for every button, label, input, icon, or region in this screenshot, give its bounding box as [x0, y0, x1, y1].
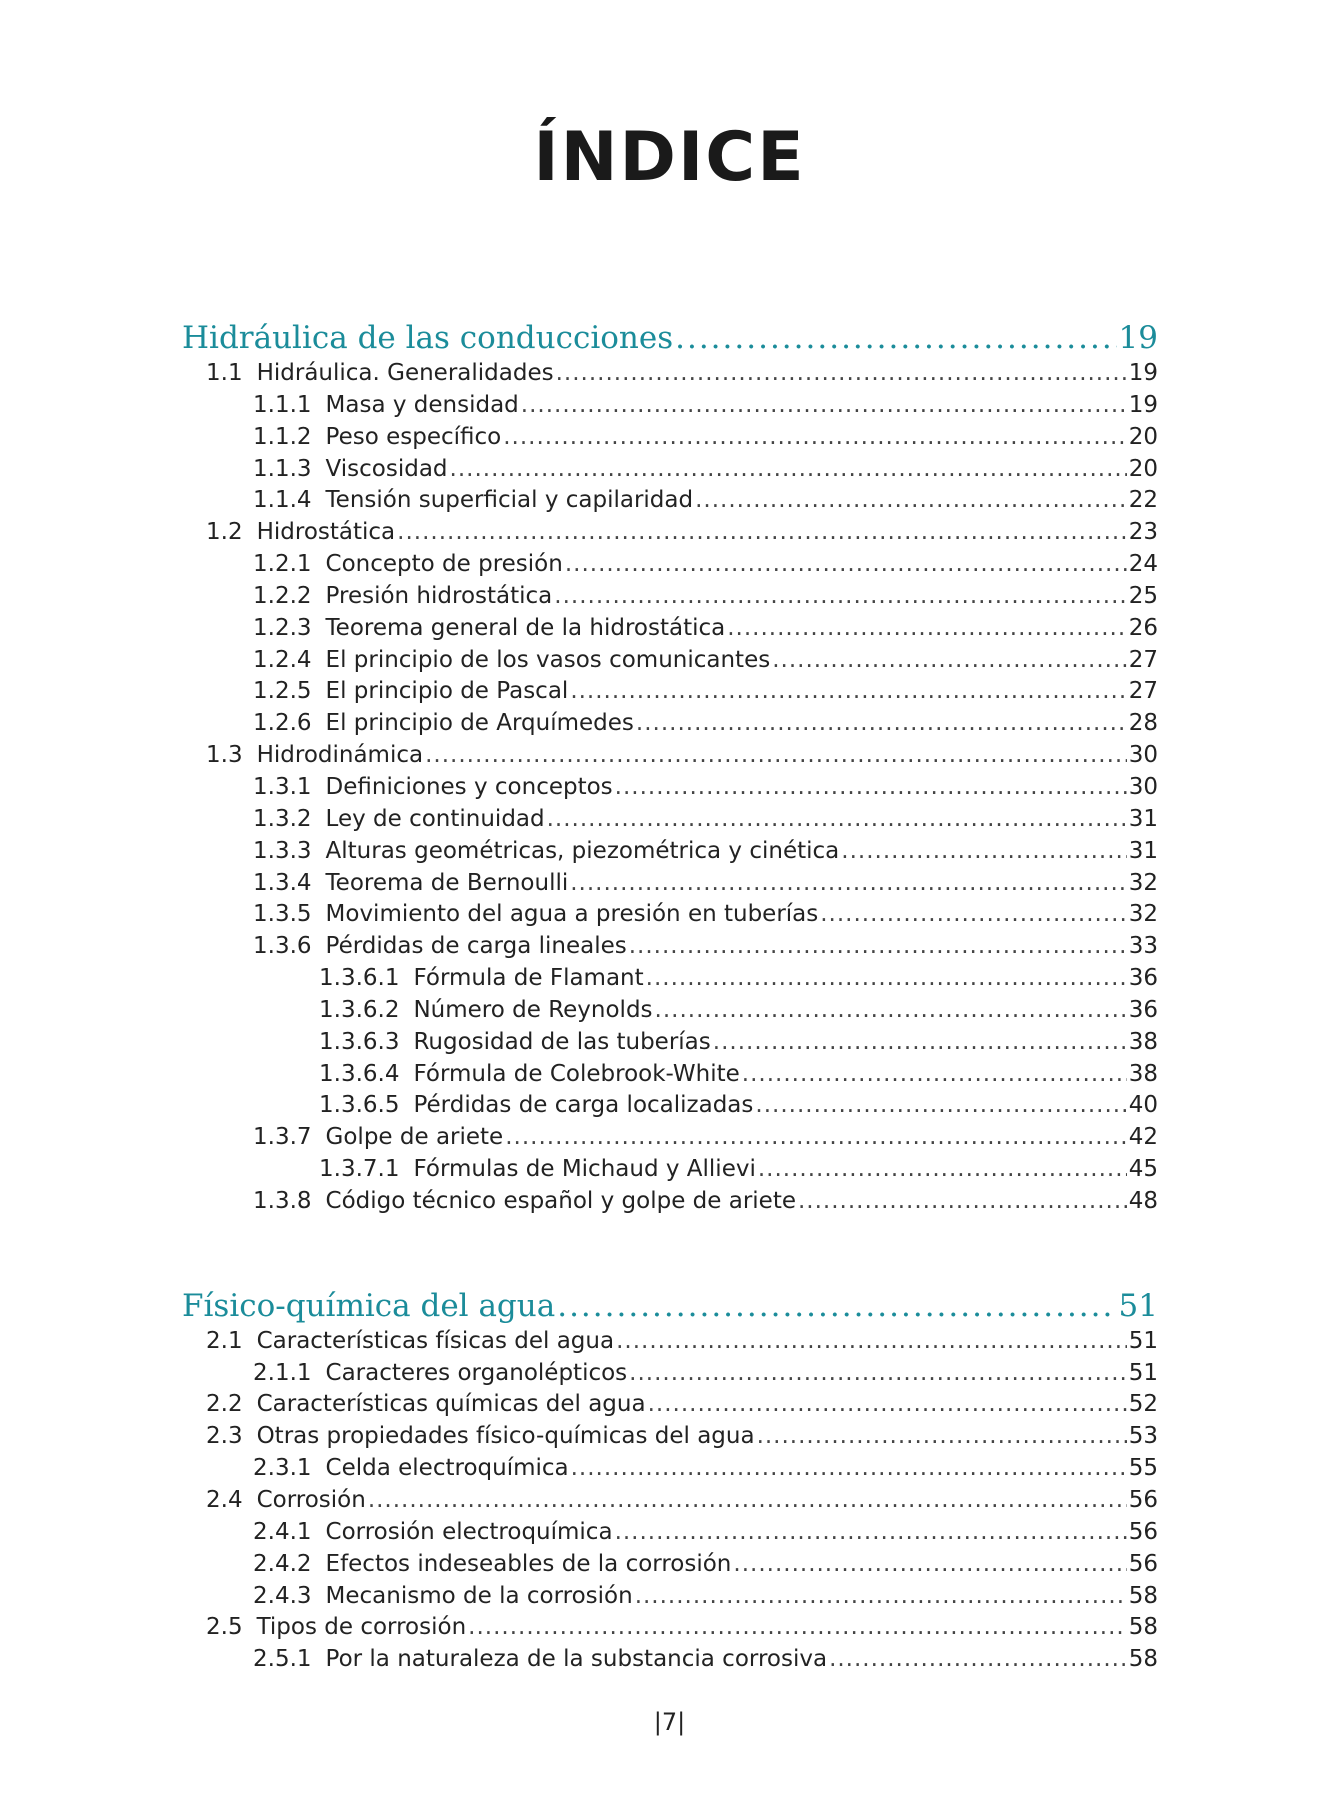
dot-leader [798, 1186, 1127, 1218]
entry-page: 58 [1128, 1646, 1158, 1673]
entry-title: Pérdidas de carga lineales [325, 933, 627, 960]
entry-number: 1.3.6.2 [319, 996, 400, 1023]
entry-title: Teorema general de la hidrostática [325, 614, 726, 641]
dot-leader [629, 1358, 1127, 1390]
entry-page: 52 [1128, 1391, 1158, 1418]
dot-leader [733, 1549, 1126, 1581]
dot-leader [629, 931, 1127, 963]
entry-title: Características químicas del agua [256, 1391, 646, 1418]
entry-page: 36 [1128, 965, 1158, 992]
entry-title: Tipos de corrosión [256, 1614, 467, 1641]
toc-entry[interactable] [182, 708, 1158, 740]
page-number: |7| [653, 1708, 686, 1736]
entry-number: 1.2.2 [253, 582, 312, 609]
entry-title: Fórmulas de Michaud y Allievi [413, 1156, 756, 1183]
entry-page: 26 [1128, 614, 1158, 641]
entry-title: Peso específico [325, 423, 502, 450]
dot-leader [450, 454, 1127, 486]
entry-page: 28 [1128, 710, 1158, 737]
chapter-page: 51 [1118, 1287, 1158, 1324]
dot-leader [571, 1453, 1127, 1485]
toc-entry[interactable] [182, 390, 1158, 422]
toc-entry[interactable] [182, 740, 1158, 772]
dot-leader [655, 995, 1127, 1027]
entry-page: 31 [1128, 837, 1158, 864]
toc-entry[interactable] [182, 1090, 1158, 1122]
entry-number: 1.3.7.1 [319, 1156, 400, 1183]
entry-title: Hidrodinámica [256, 742, 424, 769]
entry-page: 42 [1128, 1124, 1158, 1151]
dot-leader [521, 390, 1127, 422]
entry-number: 1.3.6.1 [319, 965, 400, 992]
entry-number: 1.3.7 [253, 1124, 312, 1151]
dot-leader [425, 740, 1127, 772]
entry-title: Corrosión [256, 1487, 366, 1513]
dot-leader [636, 708, 1127, 740]
toc-entry[interactable] [182, 485, 1158, 517]
toc-entry[interactable] [182, 1612, 1158, 1644]
entry-title: Alturas geométricas, piezométrica y cinética [325, 837, 840, 864]
entry-page: 20 [1128, 423, 1158, 450]
entry-page: 32 [1128, 901, 1158, 928]
entry-title: Viscosidad [325, 455, 448, 482]
entry-page: 45 [1128, 1156, 1158, 1183]
entry-number: 1.1.2 [253, 423, 312, 450]
entry-number: 1.1.3 [253, 455, 312, 482]
entry-number: 2.4.3 [253, 1582, 312, 1609]
dot-leader [820, 899, 1126, 931]
toc-entry[interactable] [182, 1186, 1158, 1218]
entry-page: 19 [1128, 360, 1158, 386]
entry-page: 48 [1128, 1187, 1158, 1214]
entry-page: 38 [1128, 1028, 1158, 1055]
entry-page: 55 [1128, 1455, 1158, 1482]
entry-page: 58 [1128, 1582, 1158, 1609]
entry-number: 1.3.4 [253, 869, 312, 896]
dot-leader [675, 318, 1116, 358]
entry-page: 25 [1128, 582, 1158, 609]
entry-number: 1.1.1 [253, 391, 312, 418]
dot-leader [772, 645, 1127, 677]
entry-title: Golpe de ariete [325, 1124, 504, 1151]
entry-title: Otras propiedades físico-químicas del agua [256, 1423, 755, 1450]
table-of-contents [182, 318, 1158, 1676]
toc-entry[interactable] [182, 995, 1158, 1027]
entry-title: Masa y densidad [325, 391, 519, 418]
toc-entry[interactable] [182, 963, 1158, 995]
chapter-page: 19 [1118, 320, 1158, 356]
entry-page: 56 [1128, 1550, 1158, 1577]
dot-leader [565, 549, 1127, 581]
toc-entry[interactable] [182, 1485, 1158, 1517]
entry-number: 2.4 [206, 1487, 243, 1513]
toc-entry[interactable] [182, 899, 1158, 931]
entry-title: Movimiento del agua a presión en tuberías [325, 901, 819, 928]
entry-title: Hidráulica. Generalidades [256, 360, 554, 386]
entry-page: 33 [1128, 933, 1158, 960]
dot-leader [570, 676, 1126, 708]
toc-entry[interactable] [182, 613, 1158, 645]
entry-page: 56 [1128, 1518, 1158, 1545]
dot-leader [742, 1059, 1127, 1091]
entry-page: 56 [1128, 1487, 1158, 1513]
dot-leader [547, 804, 1127, 836]
entry-number: 1.3.6.4 [319, 1060, 400, 1087]
toc-entry[interactable] [182, 931, 1158, 963]
entry-page: 22 [1128, 487, 1158, 514]
chapter-heading[interactable] [182, 318, 1158, 358]
toc-entry[interactable] [182, 1059, 1158, 1091]
toc-entry[interactable] [182, 1027, 1158, 1059]
entry-number: 1.2.3 [253, 614, 312, 641]
entry-number: 2.3 [206, 1423, 243, 1450]
entry-page: 58 [1128, 1614, 1158, 1641]
entry-number: 2.3.1 [253, 1455, 312, 1482]
dot-leader [829, 1644, 1127, 1676]
entry-number: 1.1 [206, 360, 243, 386]
dot-leader [615, 772, 1127, 804]
dot-leader [556, 358, 1127, 390]
entry-title: El principio de Arquímedes [325, 710, 634, 737]
entry-title: Características físicas del agua [256, 1327, 615, 1354]
entry-title: El principio de los vasos comunicantes [325, 646, 771, 673]
entry-number: 1.2.4 [253, 646, 312, 673]
entry-number: 2.4.1 [253, 1518, 312, 1545]
toc-entry[interactable] [182, 1453, 1158, 1485]
entry-number: 1.2.6 [253, 710, 312, 737]
dot-leader [695, 485, 1127, 517]
entry-number: 1.3.6 [253, 933, 312, 960]
entry-page: 24 [1128, 551, 1158, 578]
dot-leader [554, 581, 1126, 613]
entry-title: Fórmula de Colebrook-White [413, 1060, 740, 1087]
toc-entry[interactable] [182, 422, 1158, 454]
entry-title: Caracteres organolépticos [325, 1359, 628, 1386]
toc-entry[interactable] [182, 358, 1158, 390]
entry-title: Ley de continuidad [325, 805, 545, 832]
toc-entry[interactable] [182, 868, 1158, 900]
entry-title: Rugosidad de las tuberías [413, 1028, 711, 1055]
entry-page: 32 [1128, 869, 1158, 896]
entry-page: 51 [1128, 1327, 1158, 1354]
toc-entry[interactable] [182, 1154, 1158, 1186]
entry-page: 31 [1128, 805, 1158, 832]
dot-leader [557, 1286, 1116, 1326]
entry-page: 30 [1128, 742, 1158, 769]
entry-page: 20 [1128, 455, 1158, 482]
dot-leader [397, 517, 1127, 549]
entry-number: 2.4.2 [253, 1550, 312, 1577]
dot-leader [727, 613, 1126, 645]
entry-title: Celda electroquímica [325, 1455, 569, 1482]
dot-leader [503, 422, 1126, 454]
toc-entry[interactable] [182, 1122, 1158, 1154]
entry-page: 38 [1128, 1060, 1158, 1087]
chapter-title: Hidráulica de las conducciones [182, 320, 674, 356]
toc-entry[interactable] [182, 549, 1158, 581]
entry-number: 2.5 [206, 1614, 243, 1641]
dot-leader [635, 1581, 1127, 1613]
toc-entry[interactable] [182, 804, 1158, 836]
dot-leader [758, 1154, 1127, 1186]
entry-page: 40 [1128, 1092, 1158, 1119]
toc-entry[interactable] [182, 1421, 1158, 1453]
page-title: ÍNDICE [533, 118, 806, 197]
toc-entry[interactable] [182, 1326, 1158, 1358]
entry-title: Hidrostática [256, 519, 396, 546]
entry-title: Fórmula de Flamant [413, 965, 644, 992]
toc-entry[interactable] [182, 454, 1158, 486]
dot-leader [646, 963, 1127, 995]
entry-page: 23 [1128, 519, 1158, 546]
entry-title: Concepto de presión [325, 551, 563, 578]
dot-leader [757, 1421, 1127, 1453]
entry-title: Teorema de Bernoulli [325, 869, 569, 896]
toc-entry[interactable] [182, 1517, 1158, 1549]
entry-number: 1.3.2 [253, 805, 312, 832]
dot-leader [615, 1517, 1127, 1549]
entry-number: 1.3 [206, 742, 243, 769]
entry-number: 1.2.5 [253, 678, 312, 705]
toc-entry[interactable] [182, 517, 1158, 549]
entry-title: Mecanismo de la corrosión [325, 1582, 633, 1609]
entry-number: 1.3.5 [253, 901, 312, 928]
entry-page: 19 [1128, 391, 1158, 418]
dot-leader [841, 836, 1126, 868]
entry-title: Definiciones y conceptos [325, 773, 613, 800]
entry-page: 53 [1128, 1423, 1158, 1450]
dot-leader [570, 868, 1126, 900]
dot-leader [648, 1389, 1127, 1421]
toc-entry[interactable] [182, 645, 1158, 677]
toc-entry[interactable] [182, 836, 1158, 868]
toc-entry[interactable] [182, 1549, 1158, 1581]
entry-title: Pérdidas de carga localizadas [413, 1092, 754, 1119]
entry-page: 36 [1128, 996, 1158, 1023]
entry-title: El principio de Pascal [325, 678, 569, 705]
entry-number: 1.3.1 [253, 773, 312, 800]
entry-number: 1.2.1 [253, 551, 312, 578]
entry-number: 2.5.1 [253, 1646, 312, 1673]
entry-page: 30 [1128, 773, 1158, 800]
entry-number: 1.3.3 [253, 837, 312, 864]
entry-page: 51 [1128, 1359, 1158, 1386]
dot-leader [713, 1027, 1127, 1059]
entry-title: Código técnico español y golpe de ariete [325, 1187, 796, 1214]
entry-number: 2.2 [206, 1391, 243, 1418]
entry-number: 1.3.8 [253, 1187, 312, 1214]
entry-title: Efectos indeseables de la corrosión [325, 1550, 732, 1577]
entry-number: 2.1.1 [253, 1359, 312, 1386]
entry-title: Corrosión electroquímica [325, 1518, 613, 1545]
chapter-heading[interactable] [182, 1286, 1158, 1326]
chapter-title: Físico-química del agua [182, 1287, 556, 1324]
entry-number: 2.1 [206, 1327, 243, 1354]
toc-entry[interactable] [182, 1581, 1158, 1613]
dot-leader [368, 1485, 1127, 1517]
entry-page: 27 [1128, 646, 1158, 673]
entry-number: 1.3.6.3 [319, 1028, 400, 1055]
toc-entry[interactable] [182, 1358, 1158, 1390]
toc-entry[interactable] [182, 1644, 1158, 1676]
toc-entry[interactable] [182, 676, 1158, 708]
entry-page: 27 [1128, 678, 1158, 705]
entry-title: Tensión superficial y capilaridad [325, 487, 694, 514]
dot-leader [755, 1090, 1126, 1122]
entry-number: 1.1.4 [253, 487, 312, 514]
dot-leader [468, 1612, 1127, 1644]
entry-number: 1.2 [206, 519, 243, 546]
entry-title: Presión hidrostática [325, 582, 553, 609]
entry-number: 1.3.6.5 [319, 1092, 400, 1119]
entry-title: Por la naturaleza de la substancia corrosiva [325, 1646, 828, 1673]
toc-entry[interactable] [182, 581, 1158, 613]
dot-leader [616, 1326, 1127, 1358]
dot-leader [505, 1122, 1127, 1154]
toc-entry[interactable] [182, 1389, 1158, 1421]
toc-entry[interactable] [182, 772, 1158, 804]
entry-title: Número de Reynolds [413, 996, 653, 1023]
